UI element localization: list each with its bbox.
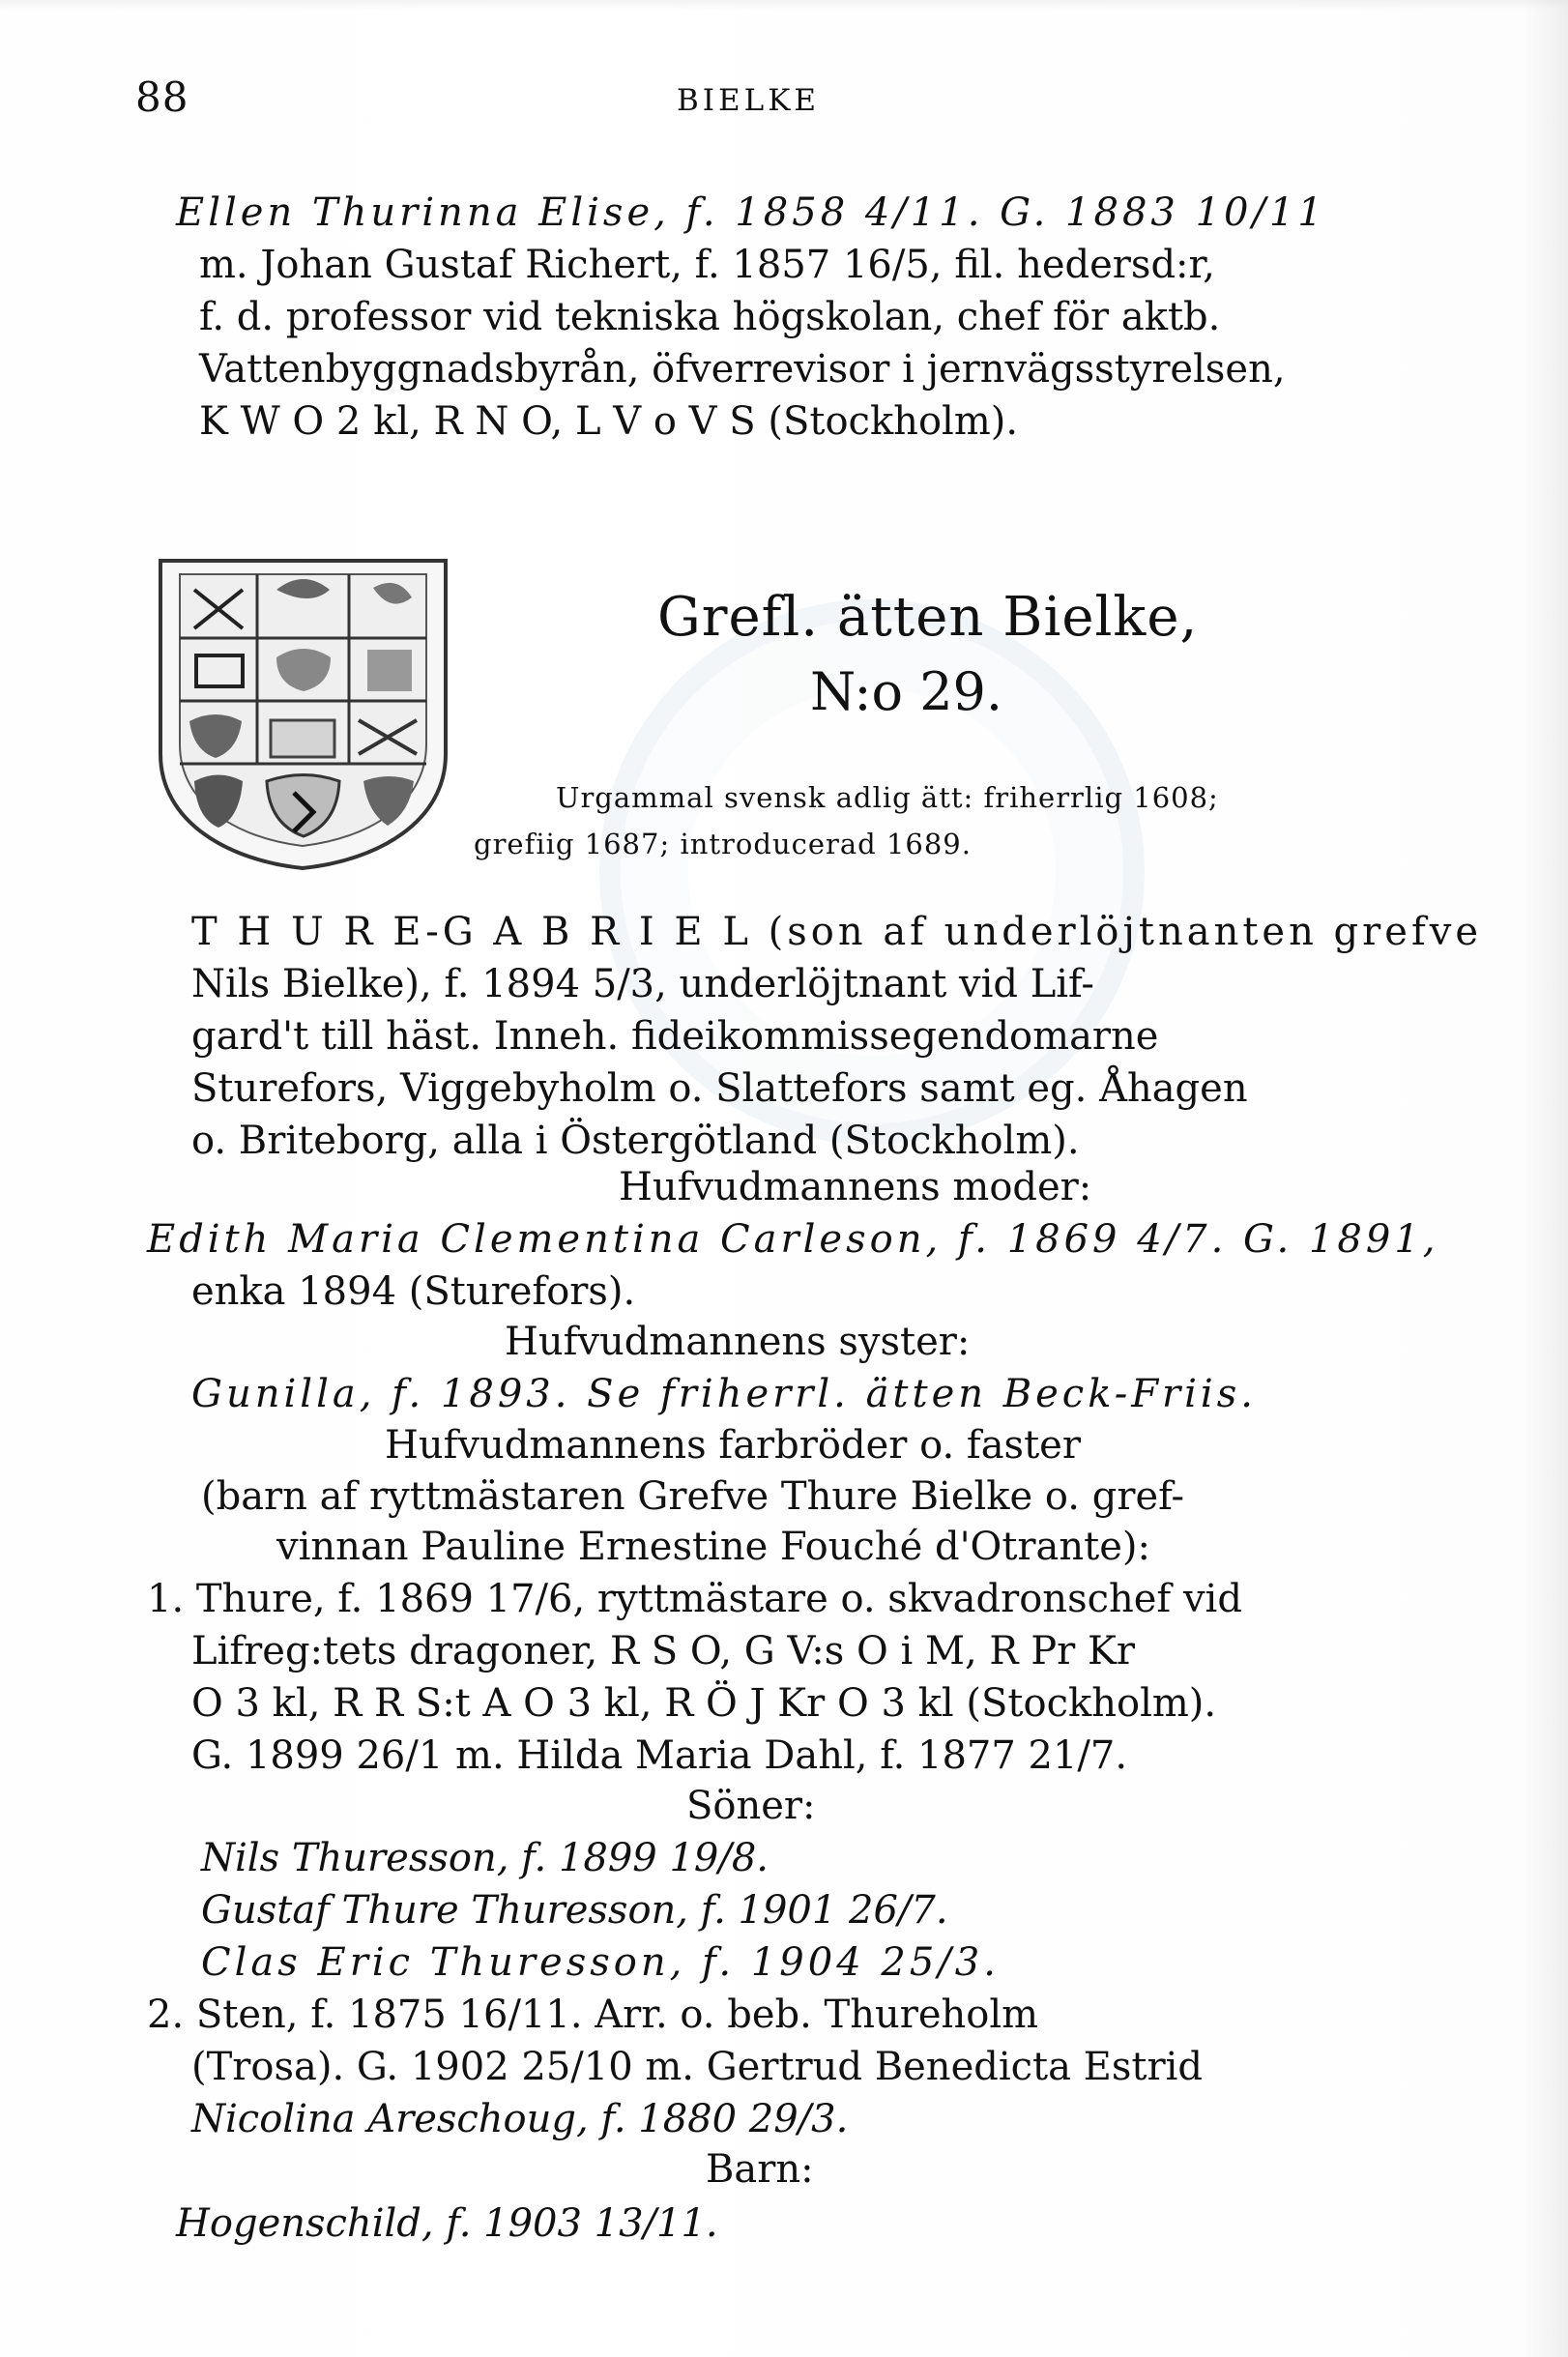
section-title: Grefl. ätten Bielke, xyxy=(657,586,1199,649)
ellen-line-1: Ellen Thurinna Elise, f. 1858 4/11. G. 1883 10/11 xyxy=(176,190,1326,235)
paragraph-line-22: 2. Sten, f. 1875 16/11. Arr. o. beb. Thureholm xyxy=(147,1993,1039,2037)
section-subheading-2: Hufvudmannens syster: xyxy=(505,1320,971,1364)
paragraph-line-2: Nils Bielke), f. 1894 5/3, underlöjtnant vid Lif- xyxy=(191,962,1094,1006)
section-subheading-3: Hufvudmannens farbröder o. faster xyxy=(385,1423,1081,1468)
intro-line-1: Urgammal svensk adlig ätt: friherrlig 1608; xyxy=(556,781,1219,814)
paragraph-line-26: Hogenschild, f. 1903 13/11. xyxy=(176,2201,718,2246)
ellen-line-5: K W O 2 kl, R N O, L V o V S (Stockholm). xyxy=(199,399,1019,444)
paragraph-line-8: enka 1894 (Sturefors). xyxy=(191,1269,636,1314)
paragraph-line-14: 1. Thure, f. 1869 17/6, ryttmästare o. skvadronschef vid xyxy=(147,1577,1242,1621)
section-subheading-4: Söner: xyxy=(686,1784,816,1828)
page-top-shadow xyxy=(0,0,1568,10)
paragraph-line-10: Gunilla, f. 1893. Se friherrl. ätten Beck-Friis. xyxy=(191,1372,1257,1416)
paragraph-line-15: Lifreg:tets dragoner, R S O, G V:s O i M, R Pr Kr xyxy=(191,1629,1136,1673)
paragraph-line-19: Nils Thuresson, f. 1899 19/8. xyxy=(201,1836,769,1880)
ellen-line-2: m. Johan Gustaf Richert, f. 1857 16/5, fil. hedersd:r, xyxy=(199,243,1215,287)
paragraph-line-3: gard't till häst. Inneh. fideikommissegendomarne xyxy=(191,1014,1159,1059)
coat-of-arms-icon xyxy=(151,551,455,875)
page-right-shadow xyxy=(1522,0,1568,2357)
paragraph-line-13: vinnan Pauline Ernestine Fouché d'Otrante): xyxy=(276,1525,1150,1569)
ellen-line-4: Vattenbyggnadsbyrån, öfverrevisor i jernvägsstyrelsen, xyxy=(199,347,1286,392)
intro-line-2: grefiig 1687; introducerad 1689. xyxy=(474,828,972,860)
ellen-line-3: f. d. professor vid tekniska högskolan, chef för aktb. xyxy=(199,295,1221,339)
paragraph-line-23: (Trosa). G. 1902 25/10 m. Gertrud Benedicta Estrid xyxy=(191,2045,1203,2089)
section-subheading-1: Hufvudmannens moder: xyxy=(619,1165,1092,1209)
paragraph-line-7: Edith Maria Clementina Carleson, f. 1869 4/7. G. 1891, xyxy=(147,1217,1439,1262)
running-head: BIELKE xyxy=(677,83,821,118)
paragraph-line-16: O 3 kl, R R S:t A O 3 kl, R Ö J Kr O 3 kl (Stockholm). xyxy=(191,1681,1217,1726)
paragraph-line-17: G. 1899 26/1 m. Hilda Maria Dahl, f. 1877 21/7. xyxy=(191,1733,1128,1778)
paragraph-line-24: Nicolina Areschoug, f. 1880 29/3. xyxy=(191,2097,849,2141)
paragraph-line-4: Sturefors, Viggebyholm o. Slattefors samt eg. Åhagen xyxy=(191,1066,1248,1111)
paragraph-line-1: T H U R E-G A B R I E L (son af underlöjtnanten grefve xyxy=(191,910,1483,954)
paragraph-line-12: (barn af ryttmästaren Grefve Thure Bielke o. gref- xyxy=(201,1474,1185,1519)
page-number: 88 xyxy=(135,73,189,121)
section-subheading-5: Barn: xyxy=(706,2147,814,2192)
paragraph-line-5: o. Briteborg, alla i Östergötland (Stockholm). xyxy=(191,1119,1080,1163)
paragraph-line-21: Clas Eric Thuresson, f. 1904 25/3. xyxy=(201,1940,1000,1985)
paragraph-line-20: Gustaf Thure Thuresson, f. 1901 26/7. xyxy=(201,1888,948,1933)
section-number: N:o 29. xyxy=(810,661,1003,722)
